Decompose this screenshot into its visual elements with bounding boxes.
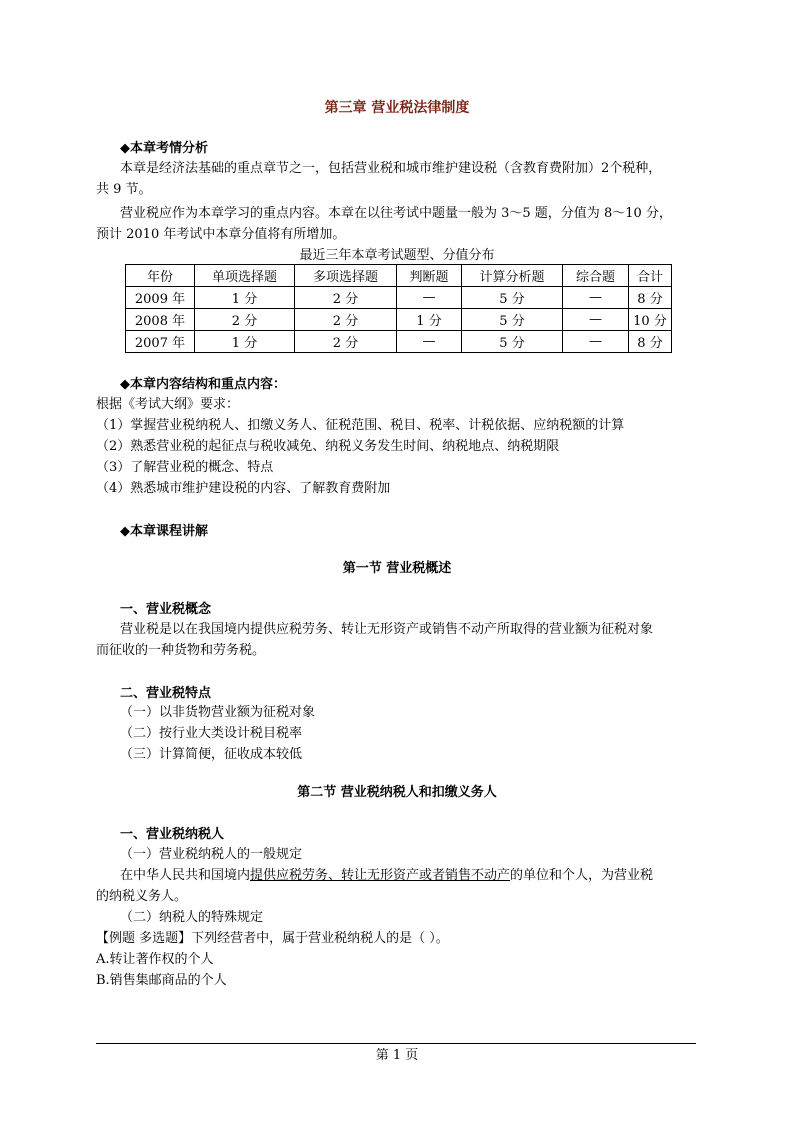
page-number: 第 1 页 (375, 1048, 419, 1063)
table-header-cell: 判断题 (397, 265, 462, 287)
structure-item-4: （4）熟悉城市维护建设税的内容、了解教育费附加 (96, 481, 391, 496)
table-cell: — (397, 287, 462, 309)
paragraph-text: 的单位和个人，为营业税 (510, 868, 654, 883)
structure-item-1: （1）掌握营业税纳税人、扣缴义务人、征税范围、税目、税率、计税依据、应纳税额的计算 (96, 418, 625, 433)
table-cell: — (563, 287, 629, 309)
example-option-a: A.转让著作权的个人 (96, 952, 214, 967)
table-cell: 5 分 (462, 287, 563, 309)
section-2-subheading-1: （一）营业税纳税人的一般规定 (120, 847, 303, 862)
section-2-subheading-2: （二）纳税人的特殊规定 (120, 910, 264, 925)
section-2-paragraph-line-1 (120, 865, 653, 886)
example-question: 【例题 多选题】下列经营者中，属于营业税纳税人的是（ ）。 (96, 931, 449, 946)
section-1-heading-2: 二、营业税特点 (120, 686, 212, 701)
table-cell: 2007 年 (126, 331, 195, 353)
structure-item-3: （3）了解营业税的概念、特点 (96, 460, 274, 475)
section-2-paragraph-line-2: 的纳税义务人。 (96, 889, 188, 904)
table-cell: 1 分 (195, 331, 295, 353)
table-cell: 2 分 (195, 309, 295, 331)
table-cell: 2 分 (295, 309, 397, 331)
table-header-cell: 单项选择题 (195, 265, 295, 287)
table-cell: — (563, 309, 629, 331)
paragraph-text: 在中华人民共和国境内 (120, 868, 251, 883)
feature-item-1: （一）以非货物营业额为征税对象 (120, 705, 316, 720)
section-2-title: 第二节 营业税纳税人和扣缴义务人 (297, 785, 497, 800)
table-cell: 2008 年 (126, 309, 195, 331)
table-cell: 1 分 (397, 309, 462, 331)
chapter-title: 第三章 营业税法律制度 (324, 100, 470, 116)
table-cell: — (397, 331, 462, 353)
analysis-heading: ◆本章考情分析 (120, 141, 208, 156)
analysis-paragraph-2-line-2: 预计 2010 年考试中本章分值将有所增加。 (96, 227, 346, 242)
table-cell: 2009 年 (126, 287, 195, 309)
table-header-cell: 合计 (629, 265, 672, 287)
score-distribution-table (125, 264, 672, 353)
section-1-title: 第一节 营业税概述 (342, 561, 452, 576)
structure-intro: 根据《考试大纲》要求： (96, 397, 240, 412)
table-row (126, 287, 672, 309)
section-1-heading-1: 一、营业税概念 (120, 602, 212, 617)
structure-heading: ◆本章内容结构和重点内容： (120, 377, 286, 392)
table-cell: 5 分 (462, 309, 563, 331)
table-caption: 最近三年本章考试题型、分值分布 (299, 248, 495, 263)
table-header-cell: 年份 (126, 265, 195, 287)
analysis-paragraph-1-line-2: 共 9 节。 (96, 182, 152, 197)
table-cell: 10 分 (629, 309, 672, 331)
table-cell: 8 分 (629, 331, 672, 353)
table-header-cell: 综合题 (563, 265, 629, 287)
table-cell: 1 分 (195, 287, 295, 309)
section-1-paragraph-line-1: 营业税是以在我国境内提供应税劳务、转让无形资产或销售不动产所取得的营业额为征税对象 (120, 622, 654, 637)
section-2-heading-1: 一、营业税纳税人 (120, 827, 225, 842)
feature-item-3: （三）计算简便，征收成本较低 (120, 747, 303, 762)
lecture-heading: ◆本章课程讲解 (120, 524, 208, 539)
analysis-paragraph-2-line-1: 营业税应作为本章学习的重点内容。本章在以往考试中题量一般为 3～5 题，分值为 8～10 分， (120, 206, 672, 221)
table-cell: — (563, 331, 629, 353)
structure-item-2: （2）熟悉营业税的起征点与税收减免、纳税义务发生时间、纳税地点、纳税期限 (96, 439, 560, 454)
table-header-row (126, 265, 672, 287)
table-row (126, 331, 672, 353)
underlined-text: 提供应税劳务、转让无形资产或者销售不动产 (250, 868, 511, 883)
section-1-paragraph-line-2: 而征收的一种货物和劳务税。 (96, 643, 266, 658)
table-header-cell: 计算分析题 (462, 265, 563, 287)
table-header-cell: 多项选择题 (295, 265, 397, 287)
table-row (126, 309, 672, 331)
table-cell: 8 分 (629, 287, 672, 309)
example-option-b: B.销售集邮商品的个人 (96, 973, 227, 988)
feature-item-2: （二）按行业大类设计税目税率 (120, 726, 303, 741)
analysis-paragraph-1-line-1: 本章是经济法基础的重点章节之一，包括营业税和城市维护建设税（含教育费附加）2个税种， (120, 161, 662, 176)
table-cell: 5 分 (462, 331, 563, 353)
table-cell: 2 分 (295, 331, 397, 353)
table-cell: 2 分 (295, 287, 397, 309)
